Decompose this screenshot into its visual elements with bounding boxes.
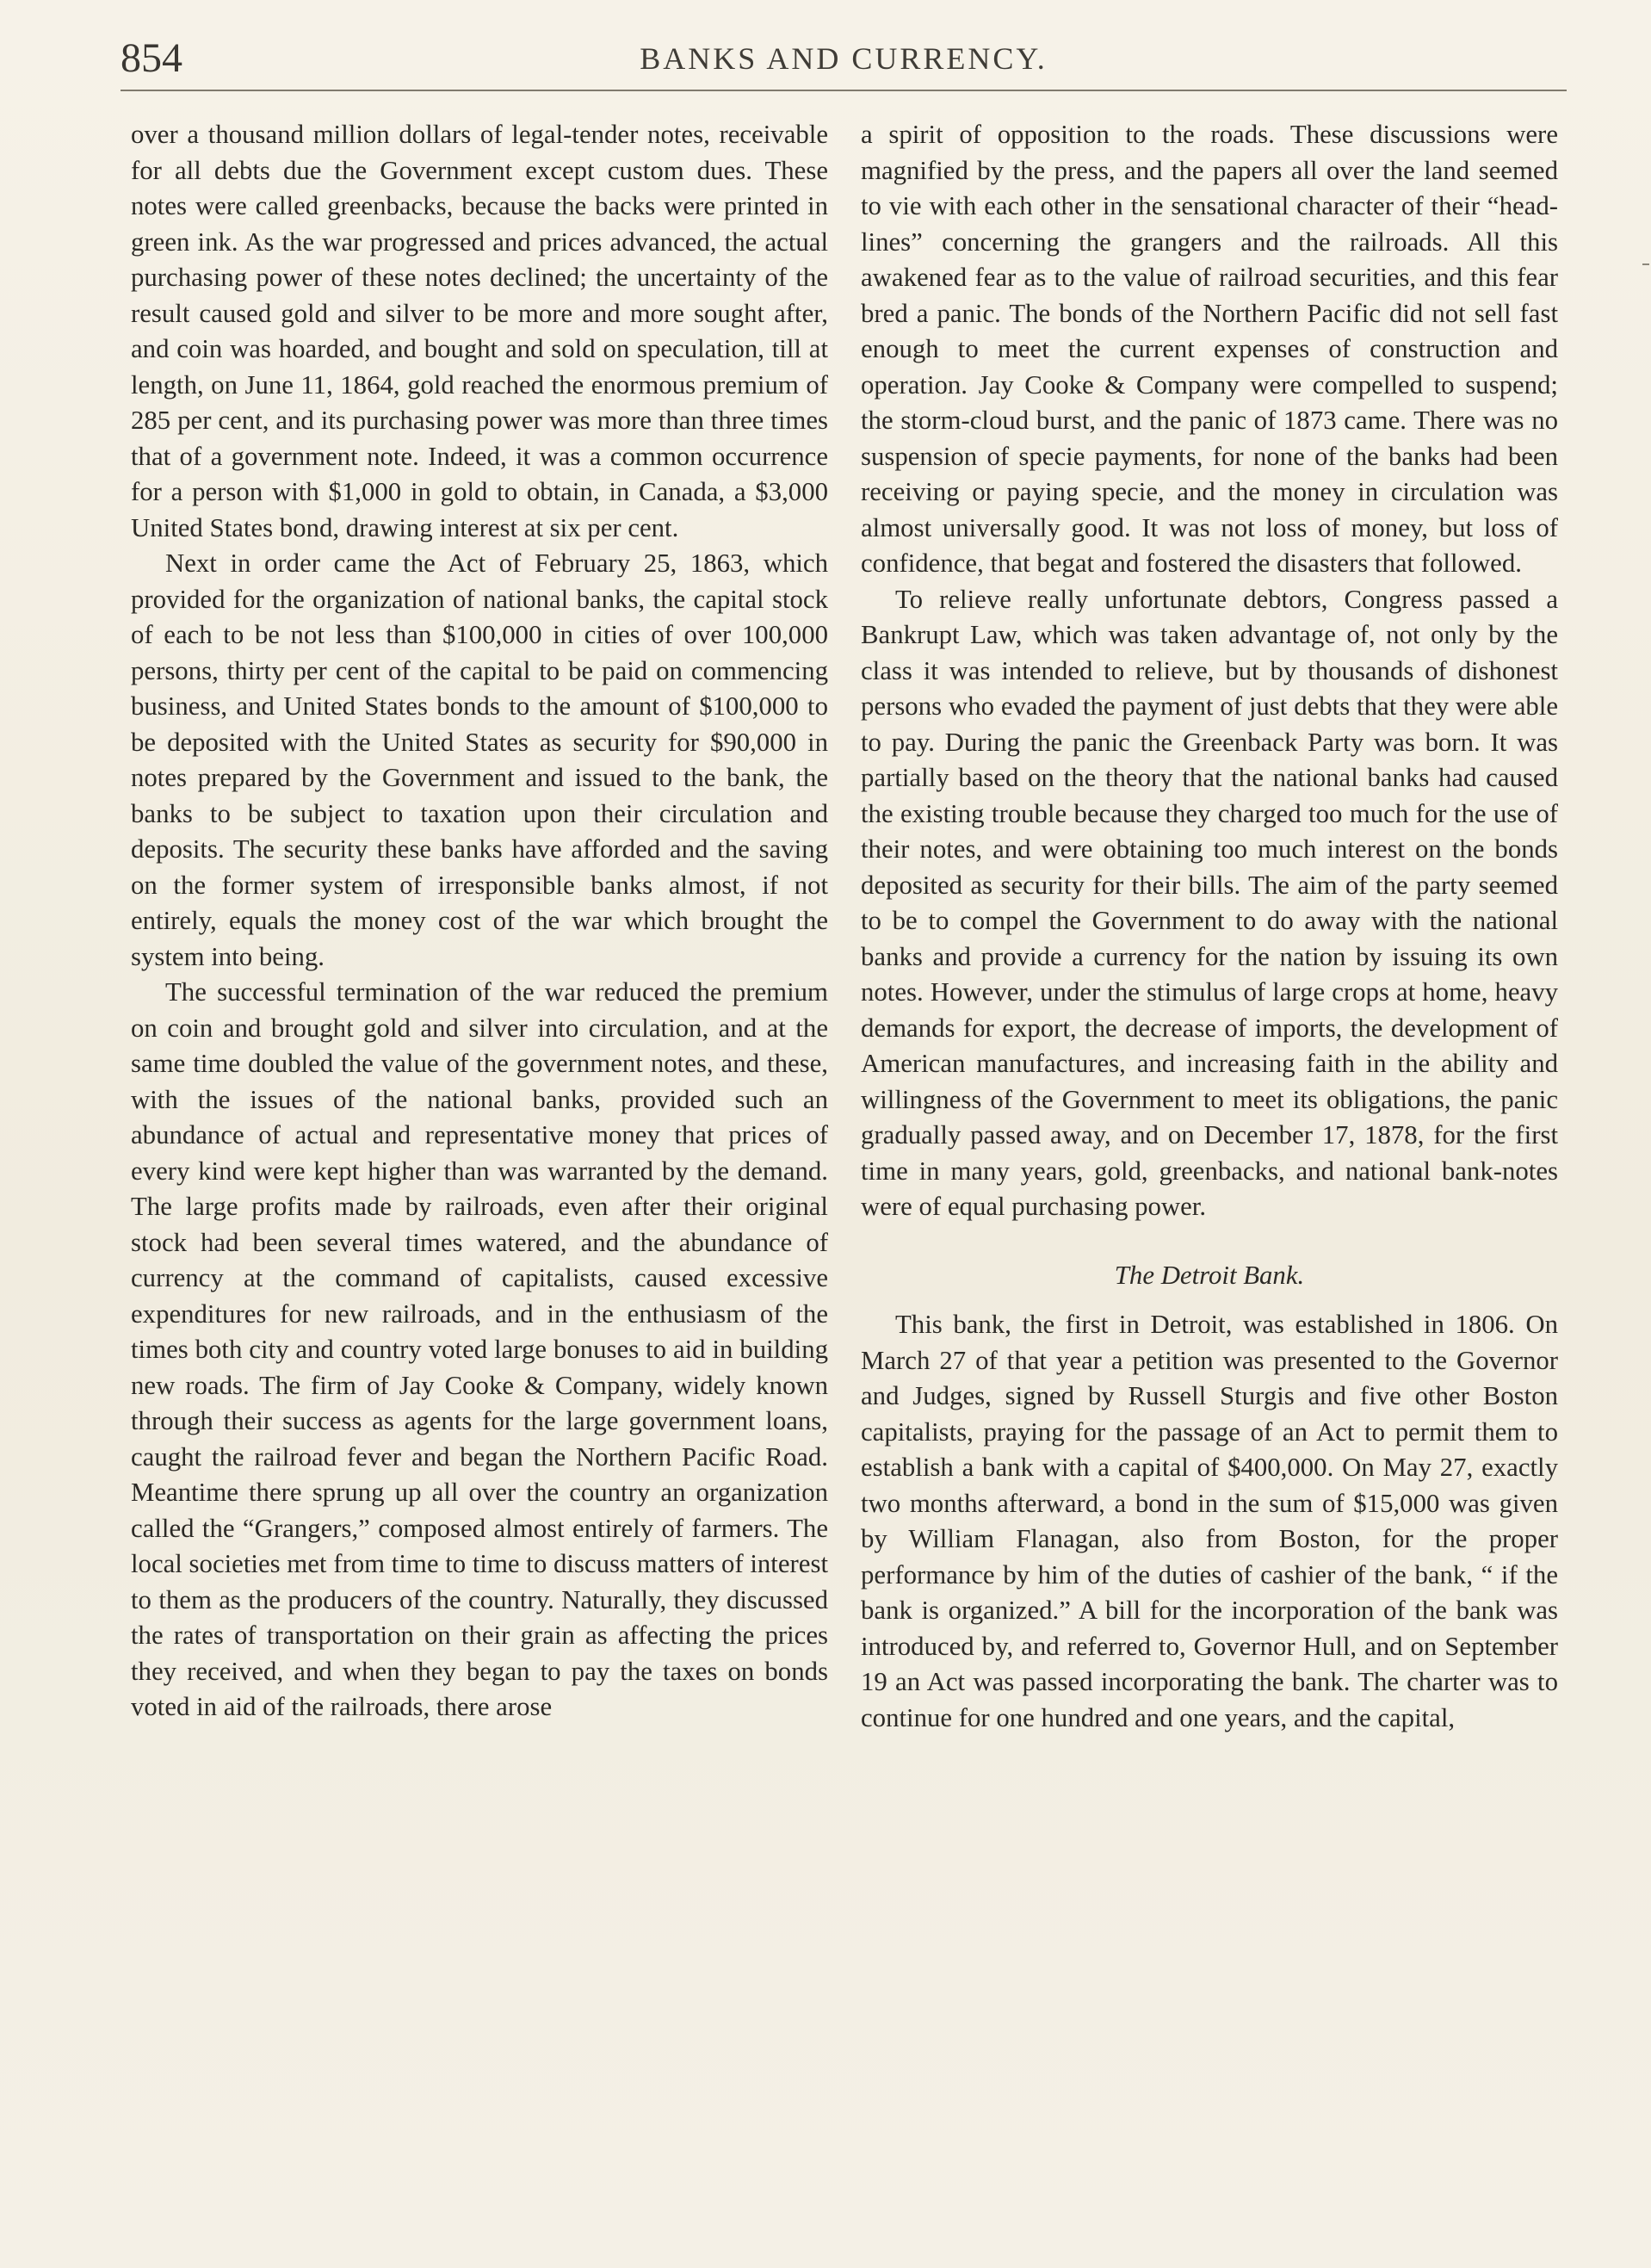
section-heading: The Detroit Bank.: [1114, 1260, 1305, 1290]
page-header: [121, 31, 1567, 86]
left-paragraph-3: The successful termination of the war reduced the premium on coin and brought gold and silver into circulation, and at the same time doubled the value of the government notes, and these, with the issues of the national banks, provided such an abundance of actual and representative money that prices of every kind were kept higher than was warranted by the demand. The large profits made by railroads, even after their original stock had been several times watered, and the abundance of currency at the command of capitalists, caused excessive expenditures for new railroads, and in the enthusiasm of the times both city and country voted large bonuses to aid in building new roads. The firm of Jay Cooke & Company, widely known through their success as agents for the large government loans, caught the railroad fever and began the Northern Pacific Road. Meantime there sprung up all over the country an organization called the “Grangers,” composed almost entirely of farmers. The local societies met from time to time to discuss matters of interest to them as the producers of the country. Naturally, they discussed the rates of transportation on their grain as affecting the prices they received, and when they began to pay the taxes on bonds voted in aid of the railroads, there arose: [131, 977, 828, 1721]
right-column: [861, 117, 1558, 2123]
page-number: 854: [121, 35, 182, 81]
running-head: BANKS AND CURRENCY.: [640, 41, 1048, 76]
margin-mark: [1642, 263, 1649, 265]
right-paragraph-2: To relieve really unfortunate debtors, Congress passed a Bankrupt Law, which was taken advantage of, not only by the class it was intended to relieve, but by thousands of dishonest persons who evaded the payment of just debts that they were able to pay. During the panic the Greenback Party was born. It was partially based on the theory that the national banks had caused the existing trouble because they charged too much for the use of their notes, and were obtaining too much interest on the bonds deposited as security for their bills. The aim of the party seemed to be to compel the Government to do away with the national banks and provide a currency for the nation by issuing its own notes. However, under the stimulus of large crops at home, heavy demands for export, the decrease of imports, the development of American manufactures, and increasing faith in the ability and willingness of the Government to meet its obligations, the panic gradually passed away, and on December 17, 1878, for the first time in many years, gold, greenbacks, and national bank-notes were of equal purchasing power.: [861, 584, 1558, 1221]
right-paragraph-1: a spirit of opposition to the roads. These discussions were magnified by the press, and the papers all over the land seemed to vie with each other in the sensational character of their “head-lines” concerning the grangers and the railroads. All this awakened fear as to the value of railroad securities, and this fear bred a panic. The bonds of the Northern Pacific did not sell fast enough to meet the current expenses of construction and operation. Jay Cooke & Company were compelled to suspend; the storm-cloud burst, and the panic of 1873 came. There was no suspension of specie payments, for none of the banks had been receiving or paying specie, and the money in circulation was almost universally good. It was not loss of money, but loss of confidence, that begat and fostered the disasters that followed.: [861, 120, 1558, 578]
header-rule: [121, 90, 1567, 91]
left-paragraph-1: over a thousand million dollars of legal-tender notes, receivable for all debts due the Government except custom dues. These notes were called greenbacks, because the backs were printed in green ink. As the war progressed and prices advanced, the actual purchasing power of these notes declined; the uncertainty of the result caused gold and silver to be more and more sought after, and coin was hoarded, and bought and sold on speculation, till at length, on June 11, 1864, gold reached the enormous premium of 285 per cent, and its purchasing power was more than three times that of a government note. Indeed, it was a common occurrence for a person with $1,000 in gold to obtain, in Canada, a $3,000 United States bond, drawing interest at six per cent.: [131, 120, 828, 542]
left-column: [131, 117, 828, 2123]
right-paragraph-3: This bank, the first in Detroit, was established in 1806. On March 27 of that year a petition was presented to the Governor and Judges, signed by Russell Sturgis and five other Boston capitalists, praying for the passage of an Act to permit them to establish a bank with a capital of $400,000. On May 27, exactly two months afterward, a bond in the sum of $15,000 was given by William Flanagan, also from Boston, for the proper performance by him of the duties of cashier of the bank, “ if the bank is organized.” A bill for the incorporation of the bank was introduced by, and referred to, Governor Hull, and on September 19 an Act was passed incorporating the bank. The charter was to continue for one hundred and one years, and the capital,: [861, 1310, 1558, 1732]
left-paragraph-2: Next in order came the Act of February 25, 1863, which provided for the organization of national banks, the capital stock of each to be not less than $100,000 in cities of over 100,000 persons, thirty per cent of the capital to be paid on commencing business, and United States bonds to the amount of $100,000 to be deposited with the United States as security for $90,000 in notes prepared by the Government and issued to the bank, the banks to be subject to taxation upon their circulation and deposits. The security these banks have afforded and the saving on the former system of irresponsible banks almost, if not entirely, equals the money cost of the war which brought the system into being.: [131, 548, 828, 971]
